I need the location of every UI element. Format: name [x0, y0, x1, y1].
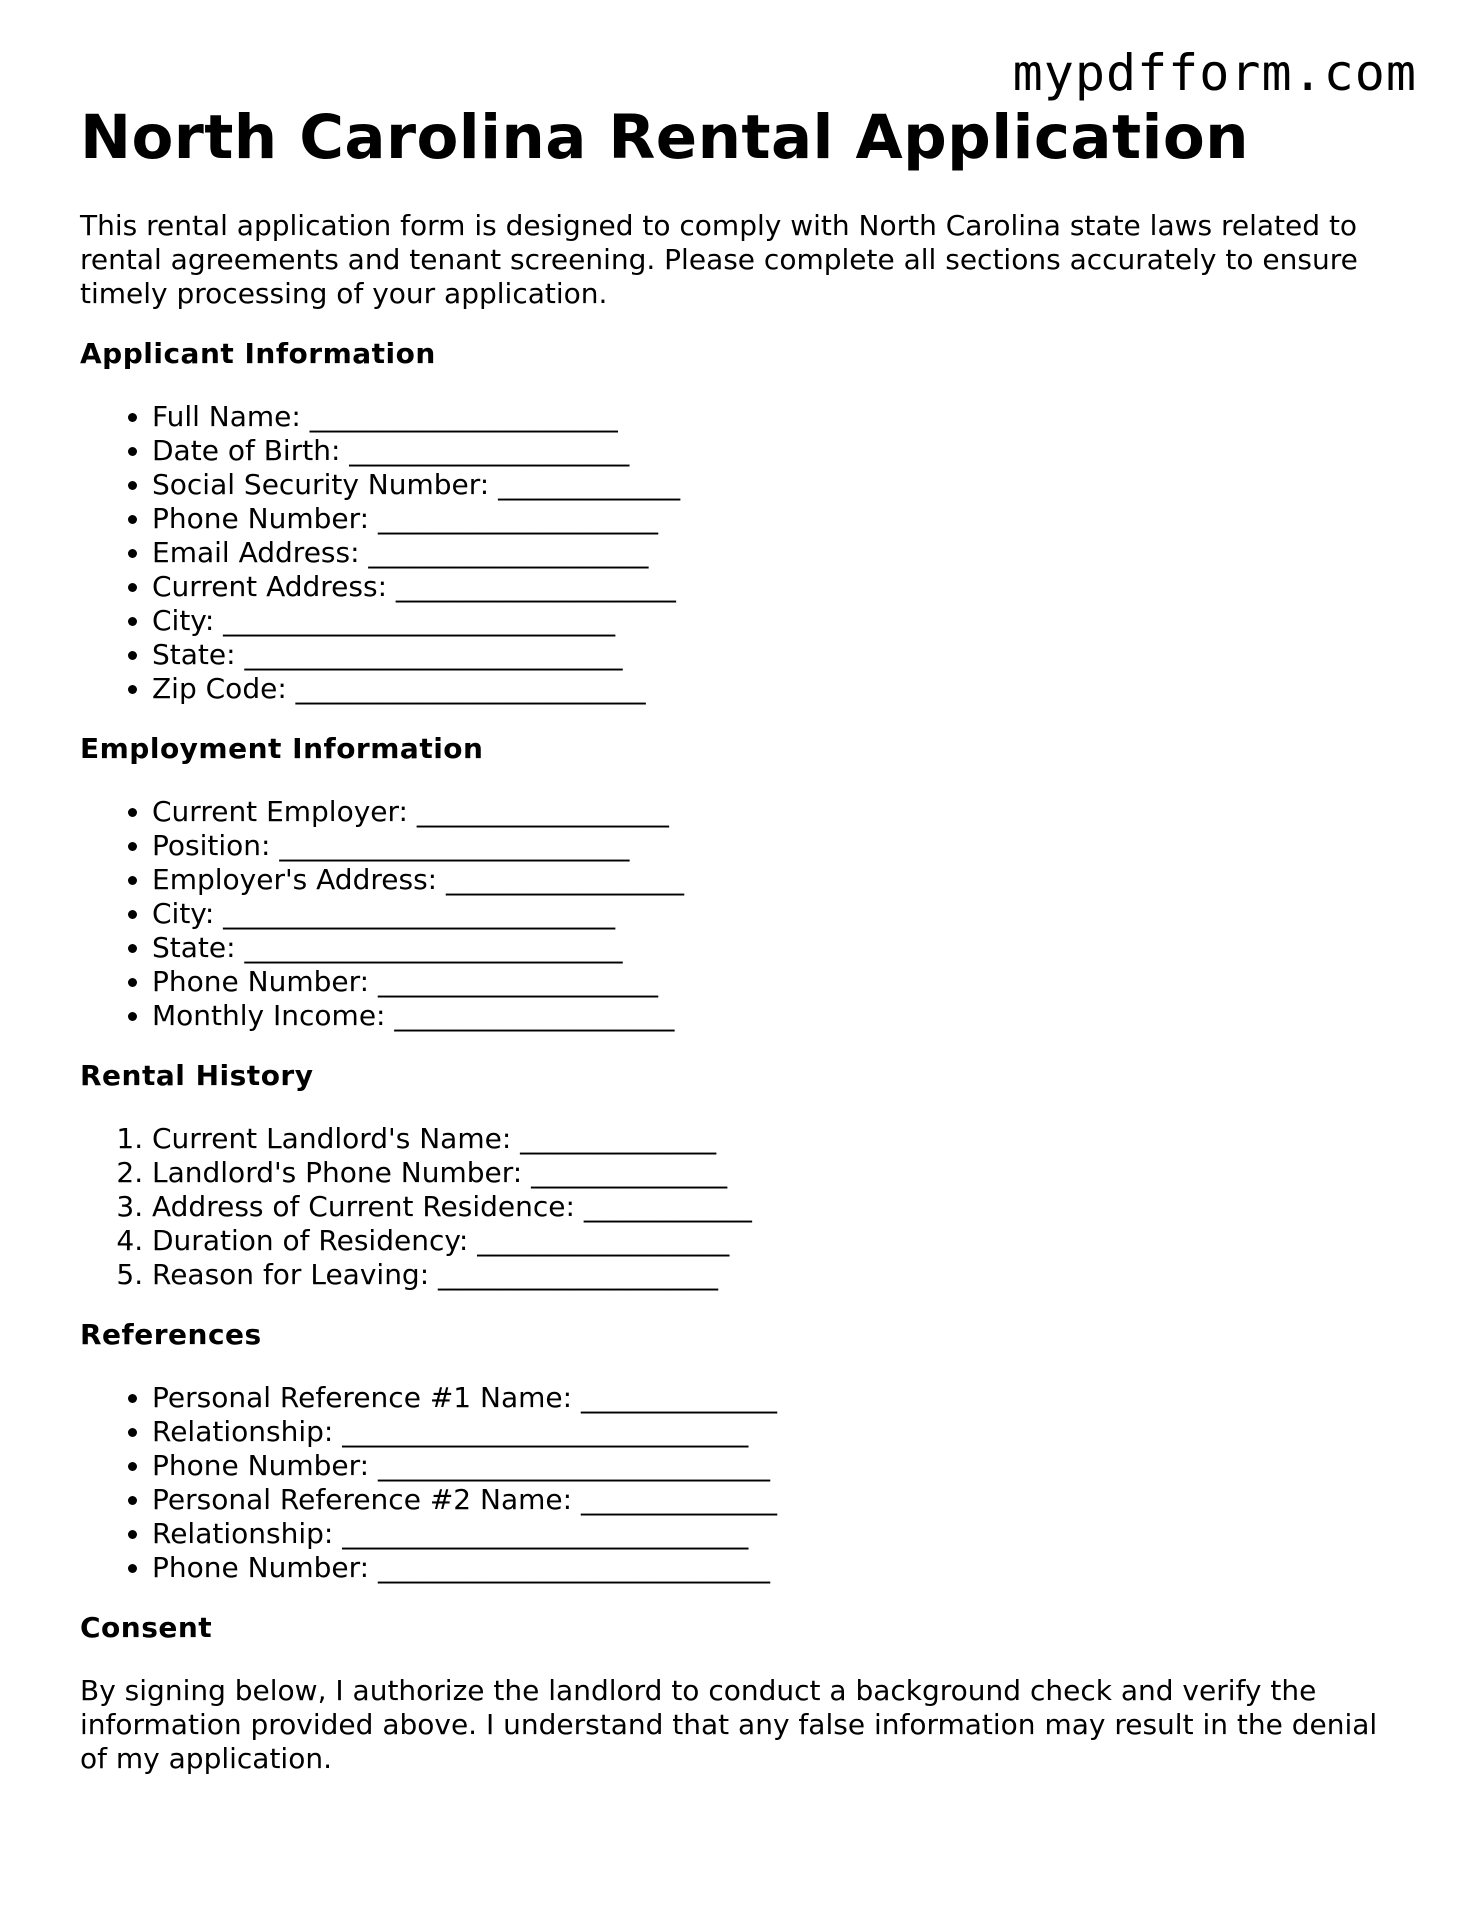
section-heading-employment: Employment Information — [80, 732, 484, 765]
field-employer-phone: • Phone Number: ____________________ — [152, 965, 1410, 999]
field-landlord-name: 1. Current Landlord's Name: ______________ — [152, 1122, 1410, 1156]
field-reason-leaving: 5. Reason for Leaving: ____________________ — [152, 1258, 1410, 1292]
field-date-of-birth: • Date of Birth: ____________________ — [152, 434, 1410, 468]
field-position: • Position: _________________________ — [152, 829, 1410, 863]
document-page — [80, 100, 1410, 1776]
section-heading-rental-history: Rental History — [80, 1059, 314, 1092]
field-state: • State: ___________________________ — [152, 638, 1410, 672]
intro-paragraph: This rental application form is designed to comply with North Carolina state laws related to rental agreements and tenant screening. Please complete all sections accurately to ensure timely processing of your application. — [80, 209, 1358, 310]
consent-paragraph: By signing below, I authorize the landlord to conduct a background check and verify the information provided above. I understand that any false information may result in the denial of my application. — [80, 1674, 1378, 1775]
document-title: North Carolina Rental Application — [80, 102, 1249, 173]
field-reference-1-relationship: • Relationship: _____________________________ — [152, 1415, 1410, 1449]
field-current-employer: • Current Employer: __________________ — [152, 795, 1410, 829]
field-reference-2-phone: • Phone Number: ____________________________ — [152, 1551, 1410, 1585]
watermark-logo: mypdfform.com — [1012, 44, 1417, 102]
field-employer-city: • City: ____________________________ — [152, 897, 1410, 931]
section-heading-references: References — [80, 1318, 262, 1351]
references-list — [80, 1381, 1410, 1585]
field-city: • City: ____________________________ — [152, 604, 1410, 638]
field-residence-address: 3. Address of Current Residence: ____________ — [152, 1190, 1410, 1224]
field-email: • Email Address: ____________________ — [152, 536, 1410, 570]
field-employer-state: • State: ___________________________ — [152, 931, 1410, 965]
field-phone: • Phone Number: ____________________ — [152, 502, 1410, 536]
field-ssn: • Social Security Number: _____________ — [152, 468, 1410, 502]
field-reference-2-relationship: • Relationship: _____________________________ — [152, 1517, 1410, 1551]
employment-fields-list — [80, 795, 1410, 1033]
field-full-name: • Full Name: ______________________ — [152, 400, 1410, 434]
field-residency-duration: 4. Duration of Residency: __________________ — [152, 1224, 1410, 1258]
field-reference-1-phone: • Phone Number: ____________________________ — [152, 1449, 1410, 1483]
field-reference-2-name: • Personal Reference #2 Name: ______________ — [152, 1483, 1410, 1517]
field-landlord-phone: 2. Landlord's Phone Number: ______________ — [152, 1156, 1410, 1190]
field-current-address: • Current Address: ____________________ — [152, 570, 1410, 604]
field-reference-1-name: • Personal Reference #1 Name: ______________ — [152, 1381, 1410, 1415]
applicant-fields-list — [80, 400, 1410, 706]
section-heading-consent: Consent — [80, 1611, 213, 1644]
field-employer-address: • Employer's Address: _________________ — [152, 863, 1410, 897]
field-monthly-income: • Monthly Income: ____________________ — [152, 999, 1410, 1033]
rental-history-list — [80, 1122, 1410, 1292]
field-zip: • Zip Code: _________________________ — [152, 672, 1410, 706]
section-heading-applicant: Applicant Information — [80, 337, 436, 370]
